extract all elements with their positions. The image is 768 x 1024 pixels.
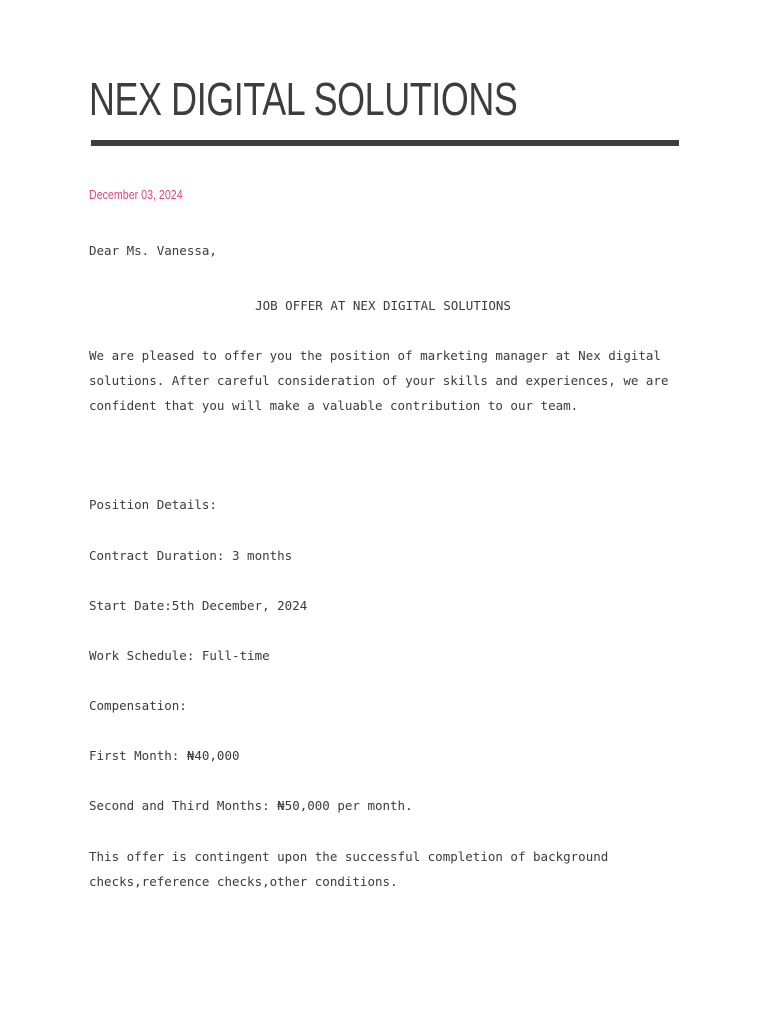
letter-date: December 03, 2024 [89, 187, 183, 202]
second-third-month-pay: Second and Third Months: ₦50,000 per month. [89, 798, 413, 813]
intro-line: solutions. After careful consideration of your skills and experiences, we are [89, 373, 669, 388]
contingency-paragraph [89, 844, 689, 894]
company-title: NEX DIGITAL SOLUTIONS [89, 73, 518, 125]
position-details-heading: Position Details: [89, 497, 217, 512]
letter-subject: JOB OFFER AT NEX DIGITAL SOLUTIONS [255, 298, 511, 313]
contingency-line: checks,reference checks,other conditions. [89, 874, 398, 889]
header-divider [91, 140, 679, 146]
first-month-pay: First Month: ₦40,000 [89, 748, 240, 763]
intro-paragraph [89, 343, 689, 418]
contingency-line: This offer is contingent upon the successful completion of background [89, 849, 609, 864]
start-date: Start Date:5th December, 2024 [89, 598, 308, 613]
work-schedule: Work Schedule: Full-time [89, 648, 270, 663]
intro-line: confident that you will make a valuable contribution to our team. [89, 398, 579, 413]
contract-duration: Contract Duration: 3 months [89, 548, 293, 563]
intro-line: We are pleased to offer you the position of marketing manager at Nex digital [89, 348, 661, 363]
compensation-heading: Compensation: [89, 698, 187, 713]
salutation: Dear Ms. Vanessa, [89, 243, 217, 258]
